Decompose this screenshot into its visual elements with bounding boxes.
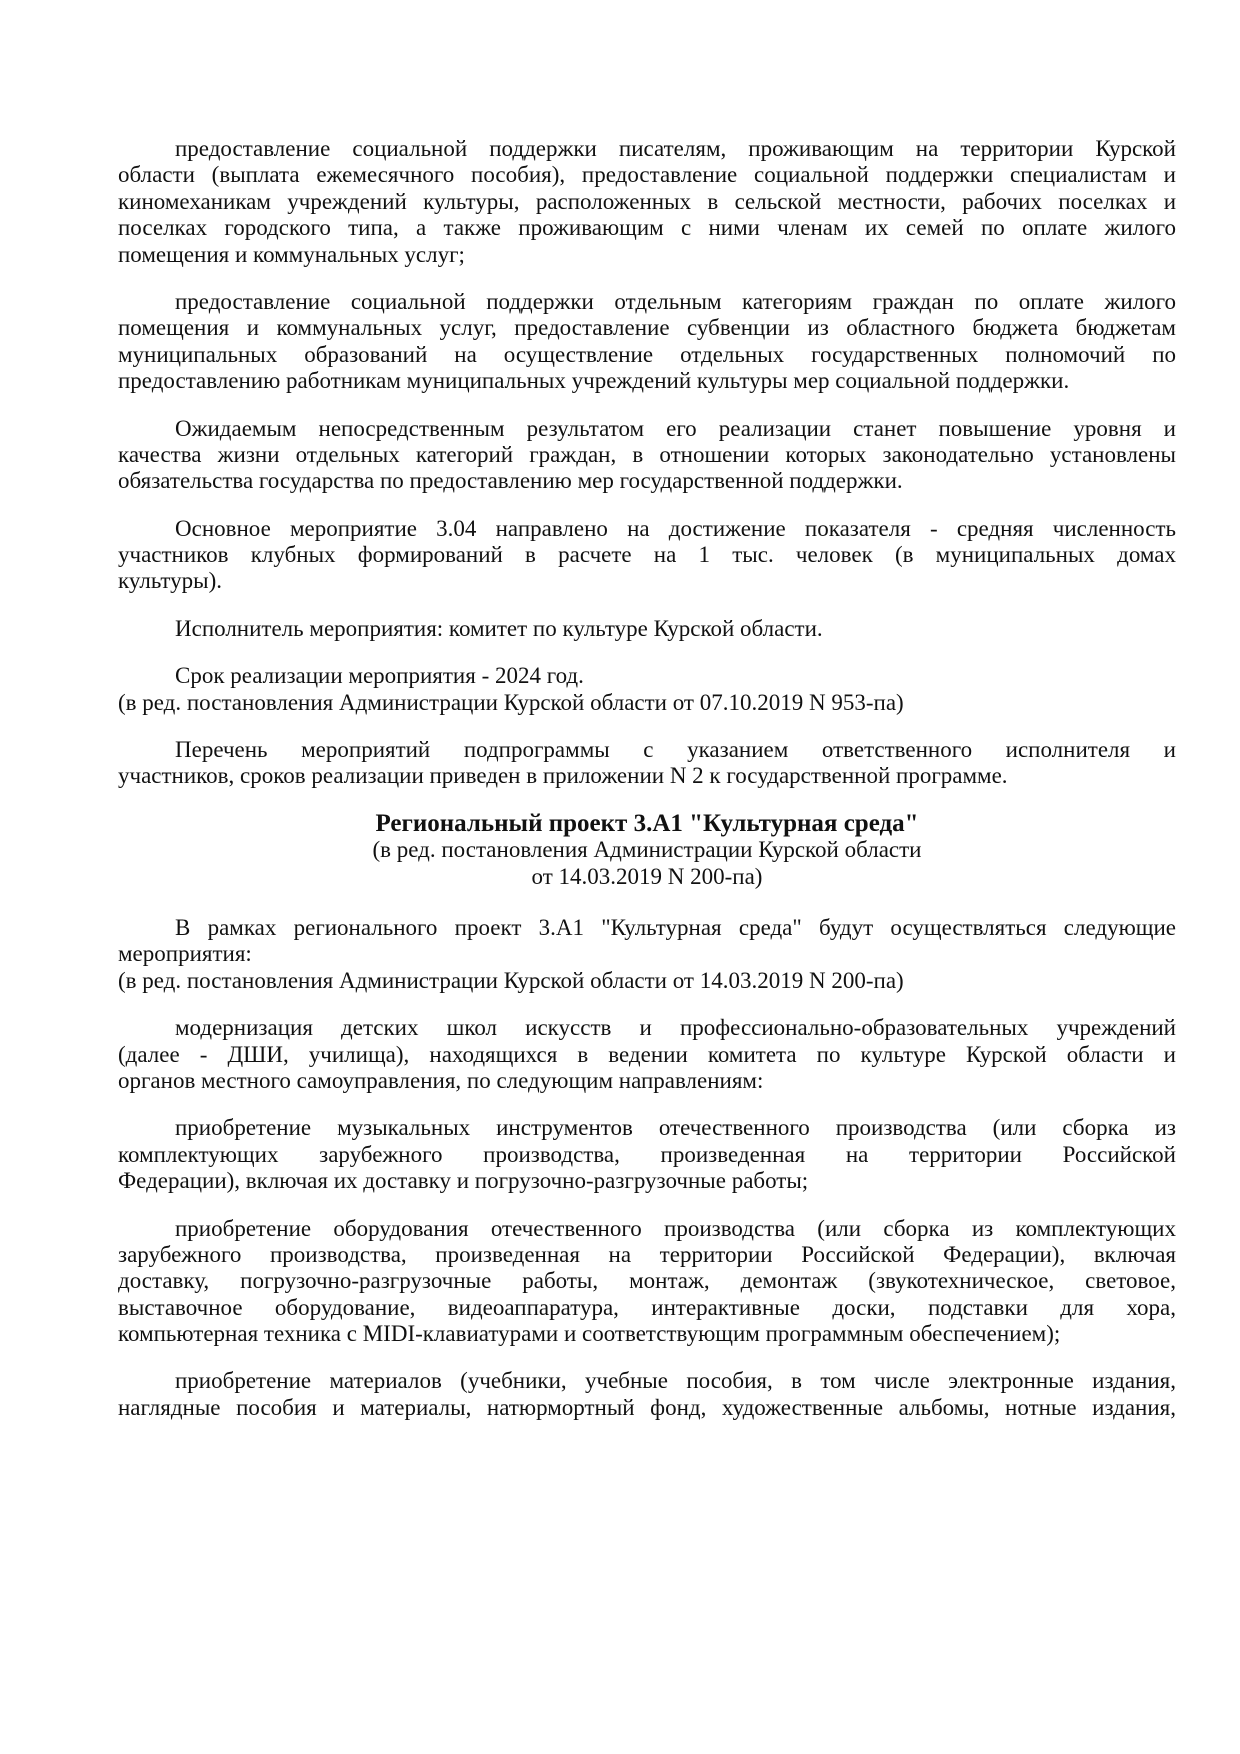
text-line: Срок реализации мероприятия - 2024 год.: [175, 663, 584, 689]
section-title: Региональный проект 3.А1 "Культурная среда": [375, 809, 919, 837]
paragraph-project-intro: [118, 915, 1176, 994]
paragraph-citizens-support: [118, 289, 1176, 395]
text-line: муниципальных образований на осуществление отдельных государственных полномочий по: [118, 341, 1176, 367]
paragraph-modernization: [118, 1015, 1176, 1094]
text-line: В рамках регионального проект 3.А1 "Культурная среда" будут осуществляться следующие: [175, 914, 1176, 940]
section-heading: [118, 811, 1176, 890]
paragraph-instruments: [118, 1115, 1176, 1194]
text-line: приобретение музыкальных инструментов отечественного производства (или сборка из: [175, 1115, 1176, 1141]
paragraph-expected-result: [118, 416, 1176, 495]
text-line: наглядные пособия и материалы, натюрмортный фонд, художественные альбомы, нотные издания,: [118, 1394, 1176, 1420]
text-line: компьютерная техника с MIDI-клавиатурами и соответствующим программным обеспечением);: [118, 1321, 1061, 1347]
text-line: участников клубных формирований в расчете на 1 тыс. человек (в муниципальных домах: [118, 542, 1176, 568]
amendment-note: от 14.03.2019 N 200-па): [531, 863, 763, 889]
text-line: органов местного самоуправления, по следующим направлениям:: [118, 1067, 764, 1093]
text-line: предоставление социальной поддержки писателям, проживающим на территории Курской: [175, 136, 1176, 161]
text-line: доставку, погрузочно-разгрузочные работы, монтаж, демонтаж (звукотехническое, световое,: [118, 1268, 1176, 1294]
paragraph-deadline: [118, 663, 1176, 716]
text-line: приобретение материалов (учебники, учебные пособия, в том числе электронные издания,: [175, 1368, 1176, 1394]
text-line: мероприятия:: [118, 941, 252, 967]
text-line: зарубежного производства, произведенная на территории Российской Федерации), включая: [118, 1241, 1176, 1267]
paragraph-writers-support: [118, 136, 1176, 268]
amendment-note: (в ред. постановления Администрации Курской области: [372, 837, 922, 863]
text-line: (далее - ДШИ, училища), находящихся в ведении комитета по культуре Курской области и: [118, 1041, 1176, 1067]
text-line: качества жизни отдельных категорий граждан, в отношении которых законодательно установлены: [118, 441, 1176, 467]
text-line: Ожидаемым непосредственным результатом его реализации станет повышение уровня и: [175, 415, 1176, 441]
text-line: культуры).: [118, 568, 223, 594]
text-line: участников, сроков реализации приведен в приложении N 2 к государственной программе.: [118, 763, 1008, 789]
paragraph-materials: [118, 1368, 1176, 1421]
text-line: Перечень мероприятий подпрограммы с указанием ответственного исполнителя и: [175, 737, 1176, 763]
text-line: помещения и коммунальных услуг, предоставление субвенции из областного бюджета бюджетам: [118, 315, 1176, 341]
amendment-note: (в ред. постановления Администрации Курской области от 14.03.2019 N 200-па): [118, 967, 904, 993]
document-page: [118, 136, 1176, 1442]
amendment-note: (в ред. постановления Администрации Курской области от 07.10.2019 N 953-па): [118, 689, 904, 715]
text-line: приобретение оборудования отечественного производства (или сборка из комплектующих: [175, 1215, 1176, 1241]
paragraph-equipment: [118, 1216, 1176, 1348]
text-line: комплектующих зарубежного производства, произведенная на территории Российской: [118, 1141, 1176, 1167]
paragraph-events-list: [118, 737, 1176, 790]
text-line: предоставлению работникам муниципальных учреждений культуры мер социальной поддержки.: [118, 368, 1070, 394]
text-line: области (выплата ежемесячного пособия), предоставление социальной поддержки специалистам и: [118, 162, 1176, 188]
text-line: предоставление социальной поддержки отдельным категориям граждан по оплате жилого: [175, 288, 1176, 314]
text-line: выставочное оборудование, видеоаппаратура, интерактивные доски, подставки для хора,: [118, 1294, 1176, 1320]
text-line: Исполнитель мероприятия: комитет по культуре Курской области.: [175, 615, 823, 641]
paragraph-executor: [118, 616, 1176, 642]
text-line: помещения и коммунальных услуг;: [118, 241, 465, 267]
text-line: поселках городского типа, а также проживающим с ними членам их семей по оплате жилого: [118, 215, 1176, 241]
text-line: Федерации), включая их доставку и погрузочно-разгрузочные работы;: [118, 1168, 809, 1194]
paragraph-main-event: [118, 516, 1176, 595]
text-line: Основное мероприятие 3.04 направлено на достижение показателя - средняя численность: [175, 515, 1176, 541]
text-line: модернизация детских школ искусств и профессионально-образовательных учреждений: [175, 1015, 1176, 1041]
text-line: киномеханикам учреждений культуры, расположенных в сельской местности, рабочих поселках и: [118, 188, 1176, 214]
text-line: обязательства государства по предоставлению мер государственной поддержки.: [118, 468, 903, 494]
